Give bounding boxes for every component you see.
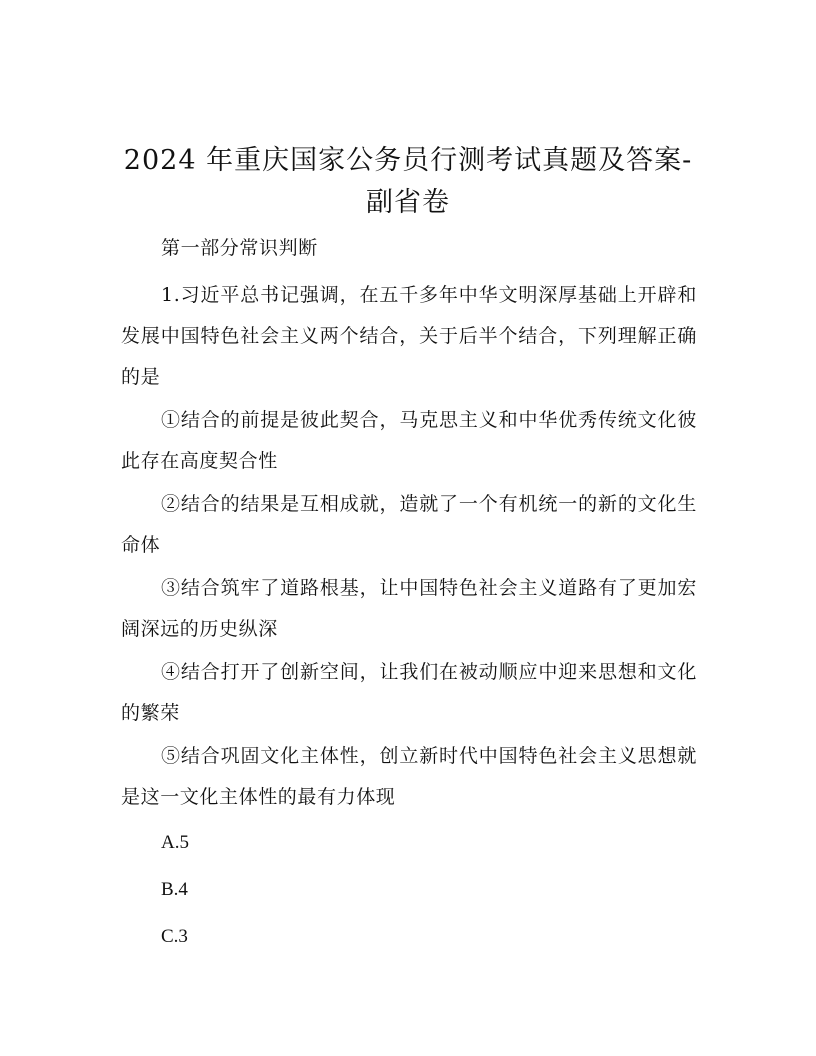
- statement-4: ④结合打开了创新空间，让我们在被动顺应中迎来思想和文化的繁荣: [121, 661, 697, 724]
- statement-1: ①结合的前提是彼此契合，马克思主义和中华优秀传统文化彼此存在高度契合性: [121, 409, 697, 472]
- statement-2: ②结合的结果是互相成就，造就了一个有机统一的新的文化生命体: [121, 493, 697, 556]
- option-a: A.5: [161, 832, 189, 853]
- option-b: B.4: [161, 879, 188, 900]
- title-line-2: 副省卷: [366, 187, 450, 218]
- section-heading: 第一部分常识判断: [161, 237, 318, 259]
- question-stem: 1.习近平总书记强调，在五千多年中华文明深厚基础上开辟和发展中国特色社会主义两个结合，关于后半个结合，下列理解正确的是: [121, 284, 697, 388]
- title-line-1: 2024 年重庆国家公务员行测考试真题及答案-: [123, 145, 693, 176]
- statement-5: ⑤结合巩固文化主体性，创立新时代中国特色社会主义思想就是这一文化主体性的最有力体现: [121, 745, 697, 808]
- option-c: C.3: [161, 926, 188, 947]
- statement-3: ③结合筑牢了道路根基，让中国特色社会主义道路有了更加宏阔深远的历史纵深: [121, 577, 697, 640]
- document-title: [100, 140, 716, 224]
- document-body: [121, 228, 697, 961]
